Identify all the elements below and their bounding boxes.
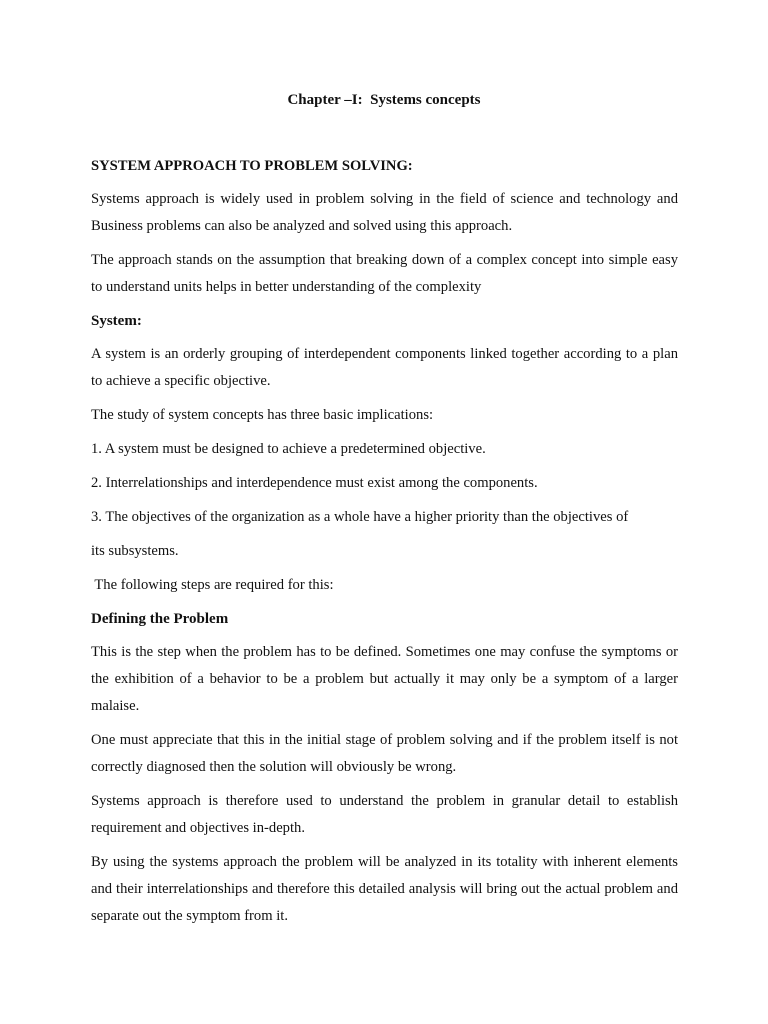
implications-intro: The study of system concepts has three basic implications: [91,407,434,423]
defining-paragraph: One must appreciate that this in the initial stage of problem solving and if the problem itself is not correctly diagnosed then the solution will obviously be wrong. [91,732,678,775]
implication-item: 2. Interrelationships and interdependence must exist among the components. [91,475,538,491]
chapter-title: Chapter –I: Systems concepts [287,92,481,108]
defining-problem-heading: Defining the Problem [91,611,229,627]
intro-paragraph: The approach stands on the assumption that breaking down of a complex concept into simple easy to understand units helps in better understanding of the complexity [91,252,678,295]
defining-paragraph: By using the systems approach the problem will be analyzed in its totality with inherent elements and their interrelationships and therefore this detailed analysis will bring out the actual problem and separate out the symptom from it. [91,854,678,924]
implication-item: 1. A system must be designed to achieve a predetermined objective. [91,441,486,457]
defining-paragraph: Systems approach is therefore used to understand the problem in granular detail to establish requirement and objectives in-depth. [91,793,678,836]
system-heading: System: [91,313,142,329]
section-heading: SYSTEM APPROACH TO PROBLEM SOLVING: [91,158,413,174]
document-body [91,153,678,937]
implication-continuation: its subsystems. [91,543,179,559]
implication-item: 3. The objectives of the organization as a whole have a higher priority than the objectives of [91,509,629,525]
steps-intro: The following steps are required for this: [91,577,334,593]
intro-paragraph: Systems approach is widely used in problem solving in the field of science and technology and Business problems can also be analyzed and solved using this approach. [91,191,678,234]
system-definition: A system is an orderly grouping of interdependent components linked together according to a plan to achieve a specific objective. [91,346,678,389]
defining-paragraph: This is the step when the problem has to be defined. Sometimes one may confuse the symptoms or the exhibition of a behavior to be a problem but actually it may only be a symptom of a larger malaise. [91,644,678,714]
